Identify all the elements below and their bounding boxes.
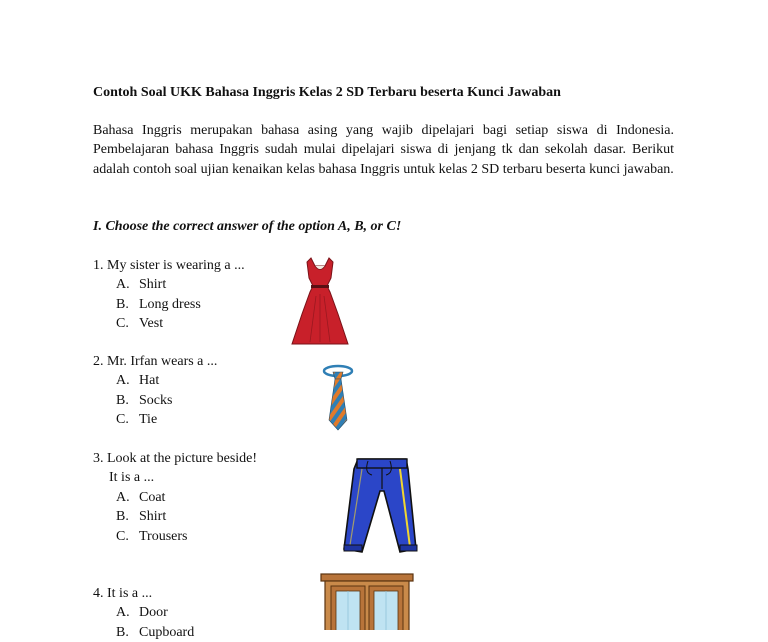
option-letter: A. <box>116 605 130 621</box>
question-1 <box>93 256 293 334</box>
blue-trousers-icon <box>340 455 420 557</box>
question-4 <box>93 584 293 642</box>
option-text: Long dress <box>139 296 201 312</box>
option-a <box>93 488 293 507</box>
option-text: Vest <box>139 316 164 332</box>
option-text: Coat <box>139 489 166 505</box>
option-text: Door <box>139 605 168 621</box>
option-c <box>93 410 293 429</box>
option-letter: C. <box>116 316 129 332</box>
cupboard-icon <box>320 573 414 630</box>
option-text: Tie <box>139 412 158 428</box>
option-letter: C. <box>116 412 129 428</box>
option-b <box>93 295 293 314</box>
striped-tie-icon <box>318 362 358 434</box>
option-text: Shirt <box>139 509 167 525</box>
option-letter: B. <box>116 624 129 640</box>
option-c <box>93 527 293 546</box>
option-letter: B. <box>116 509 129 525</box>
question-stem: 1. My sister is wearing a ... <box>93 258 245 273</box>
option-a <box>93 603 293 622</box>
option-letter: A. <box>116 373 130 389</box>
option-text: Shirt <box>139 277 167 293</box>
document-title: Contoh Soal UKK Bahasa Inggris Kelas 2 SD Terbaru beserta Kunci Jawaban <box>93 85 561 100</box>
option-text: Trousers <box>139 528 188 544</box>
option-letter: B. <box>116 296 129 312</box>
question-stem-continued: It is a ... <box>109 470 155 486</box>
option-b <box>93 507 293 526</box>
option-c <box>93 314 293 333</box>
option-text: Socks <box>139 392 173 408</box>
question-stem: 2. Mr. Irfan wears a ... <box>93 354 218 369</box>
red-dress-icon <box>286 256 354 348</box>
question-stem: 4. It is a ... <box>93 586 153 601</box>
option-letter: A. <box>116 277 130 293</box>
question-stem: 3. Look at the picture beside! <box>93 451 258 466</box>
option-b <box>93 391 293 410</box>
question-3 <box>93 449 293 546</box>
section-heading: I. Choose the correct answer of the option A, B, or C! <box>93 219 402 234</box>
option-a <box>93 275 293 294</box>
option-letter: C. <box>116 528 129 544</box>
option-b <box>93 623 293 642</box>
option-a <box>93 371 293 390</box>
option-text: Cupboard <box>139 624 195 640</box>
intro-paragraph: Bahasa Inggris merupakan bahasa asing yang wajib dipelajari bagi setiap siswa di Indonesia. Pembelajaran bahasa Inggris sudah mulai dipelajari siswa di jenjang tk dan sekolah dasar. Berikut adalah contoh soal ujian kenaikan kelas bahasa Inggris untuk kelas 2 SD terbaru beserta kunci jawaban. <box>93 123 674 177</box>
question-2 <box>93 352 293 430</box>
option-text: Hat <box>139 373 160 389</box>
option-letter: B. <box>116 392 129 408</box>
option-letter: A. <box>116 489 130 505</box>
